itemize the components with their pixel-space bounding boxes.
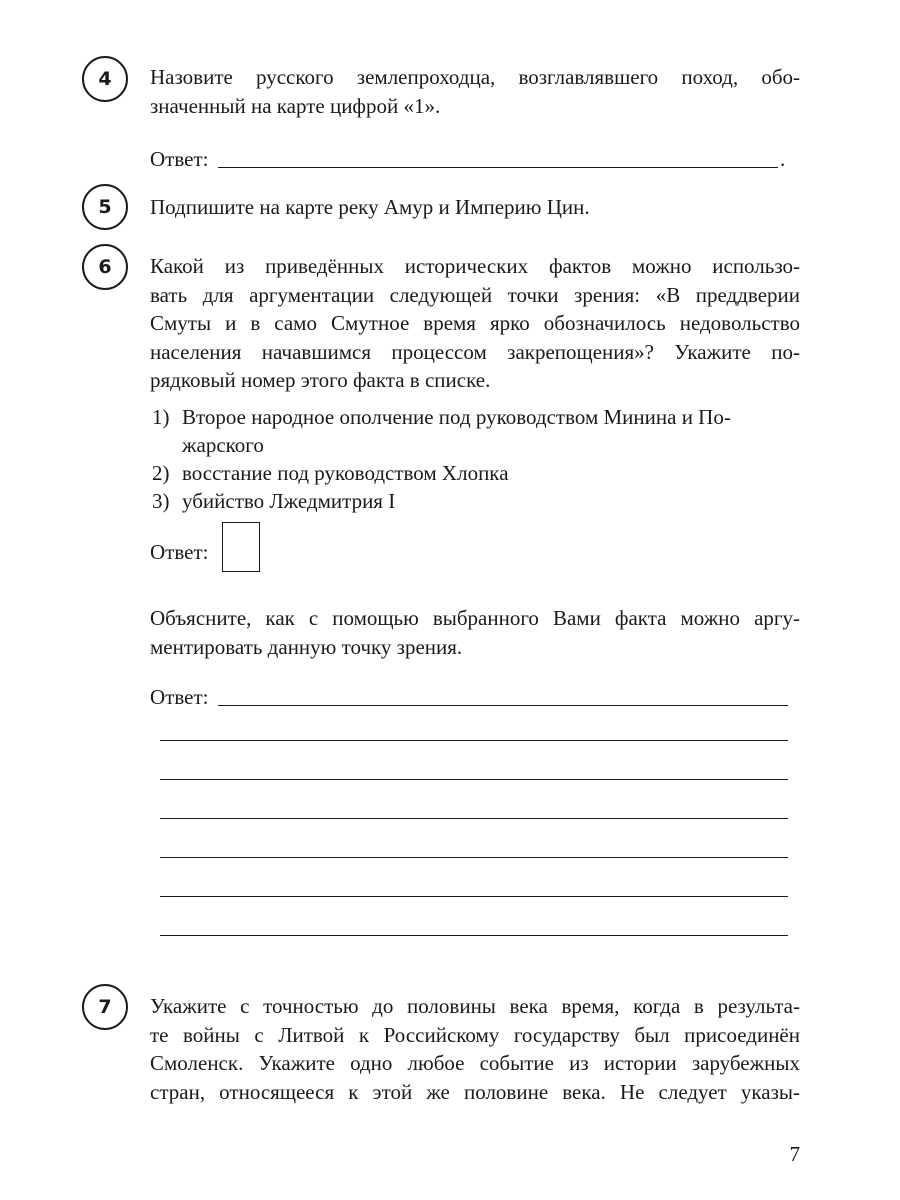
question-7-line: Укажите с точностью до половины века время, когда в результа- <box>150 994 800 1018</box>
q6-explain-answer-line[interactable] <box>218 705 788 706</box>
option-1 <box>152 403 798 431</box>
question-number-4: 4 <box>82 56 128 102</box>
question-6-text <box>150 252 800 395</box>
option-3 <box>152 487 395 515</box>
question-number-7: 7 <box>82 984 128 1030</box>
question-5-text <box>150 193 800 222</box>
question-6-explain-line: Объясните, как с помощью выбранного Вами факта можно аргу- <box>150 606 800 630</box>
question-7-line: Смоленск. Укажите одно любое событие из истории зарубежных <box>150 1051 800 1075</box>
answer-line[interactable] <box>160 740 788 741</box>
option-1-number: 1) <box>152 405 170 429</box>
option-1-continuation: жарского <box>182 433 264 457</box>
question-7-text <box>150 992 800 1106</box>
q4-answer-line[interactable] <box>218 167 778 168</box>
question-4-line: Назовите русского землепроходца, возглавлявшего поход, обо- <box>150 65 800 89</box>
q4-answer-label: Ответ: <box>150 147 209 171</box>
option-3-number: 3) <box>152 489 170 513</box>
option-3-text: убийство Лжедмитрия I <box>182 489 396 513</box>
question-7-line: те войны с Литвой к Российскому государству был присоединён <box>150 1022 800 1047</box>
option-2-number: 2) <box>152 461 170 485</box>
answer-line[interactable] <box>160 896 788 897</box>
question-6-explain <box>150 604 800 661</box>
question-6-line: Какой из приведённых исторических фактов можно использо- <box>150 254 800 278</box>
q6-answer-box[interactable] <box>222 522 260 572</box>
question-6-line: рядковый номер этого факта в списке. <box>150 368 491 392</box>
page-number: 7 <box>789 1142 800 1166</box>
answer-line[interactable] <box>160 857 788 858</box>
question-6-line: населения начавшимся процессом закрепощения»? Укажите по- <box>150 339 800 364</box>
q6-explain-answer-label: Ответ: <box>150 685 209 709</box>
answer-line[interactable] <box>160 935 788 936</box>
q4-answer-dot: . <box>780 147 786 171</box>
question-6-line: вать для аргументации следующей точки зрения: «В преддверии <box>150 282 800 307</box>
question-number-6: 6 <box>82 244 128 290</box>
option-2 <box>152 459 509 487</box>
question-6-explain-line: ментировать данную точку зрения. <box>150 634 463 659</box>
answer-line[interactable] <box>160 818 788 819</box>
option-2-text: восстание под руководством Хлопка <box>182 461 509 485</box>
question-5-line: Подпишите на карте реку Амур и Империю Цин. <box>150 195 590 219</box>
question-4-text <box>150 63 800 120</box>
question-number-5: 5 <box>82 184 128 230</box>
q6-answer-label: Ответ: <box>150 540 209 564</box>
question-7-line: стран, относящееся к этой же половине века. Не следует указы- <box>150 1079 800 1104</box>
answer-line[interactable] <box>160 779 788 780</box>
question-6-line: Смуты и в само Смутное время ярко обозначилось недовольство <box>150 311 800 335</box>
question-4-line: значенный на карте цифрой «1». <box>150 93 441 118</box>
option-1-text: Второе народное ополчение под руководством Минина и По- <box>182 405 731 429</box>
